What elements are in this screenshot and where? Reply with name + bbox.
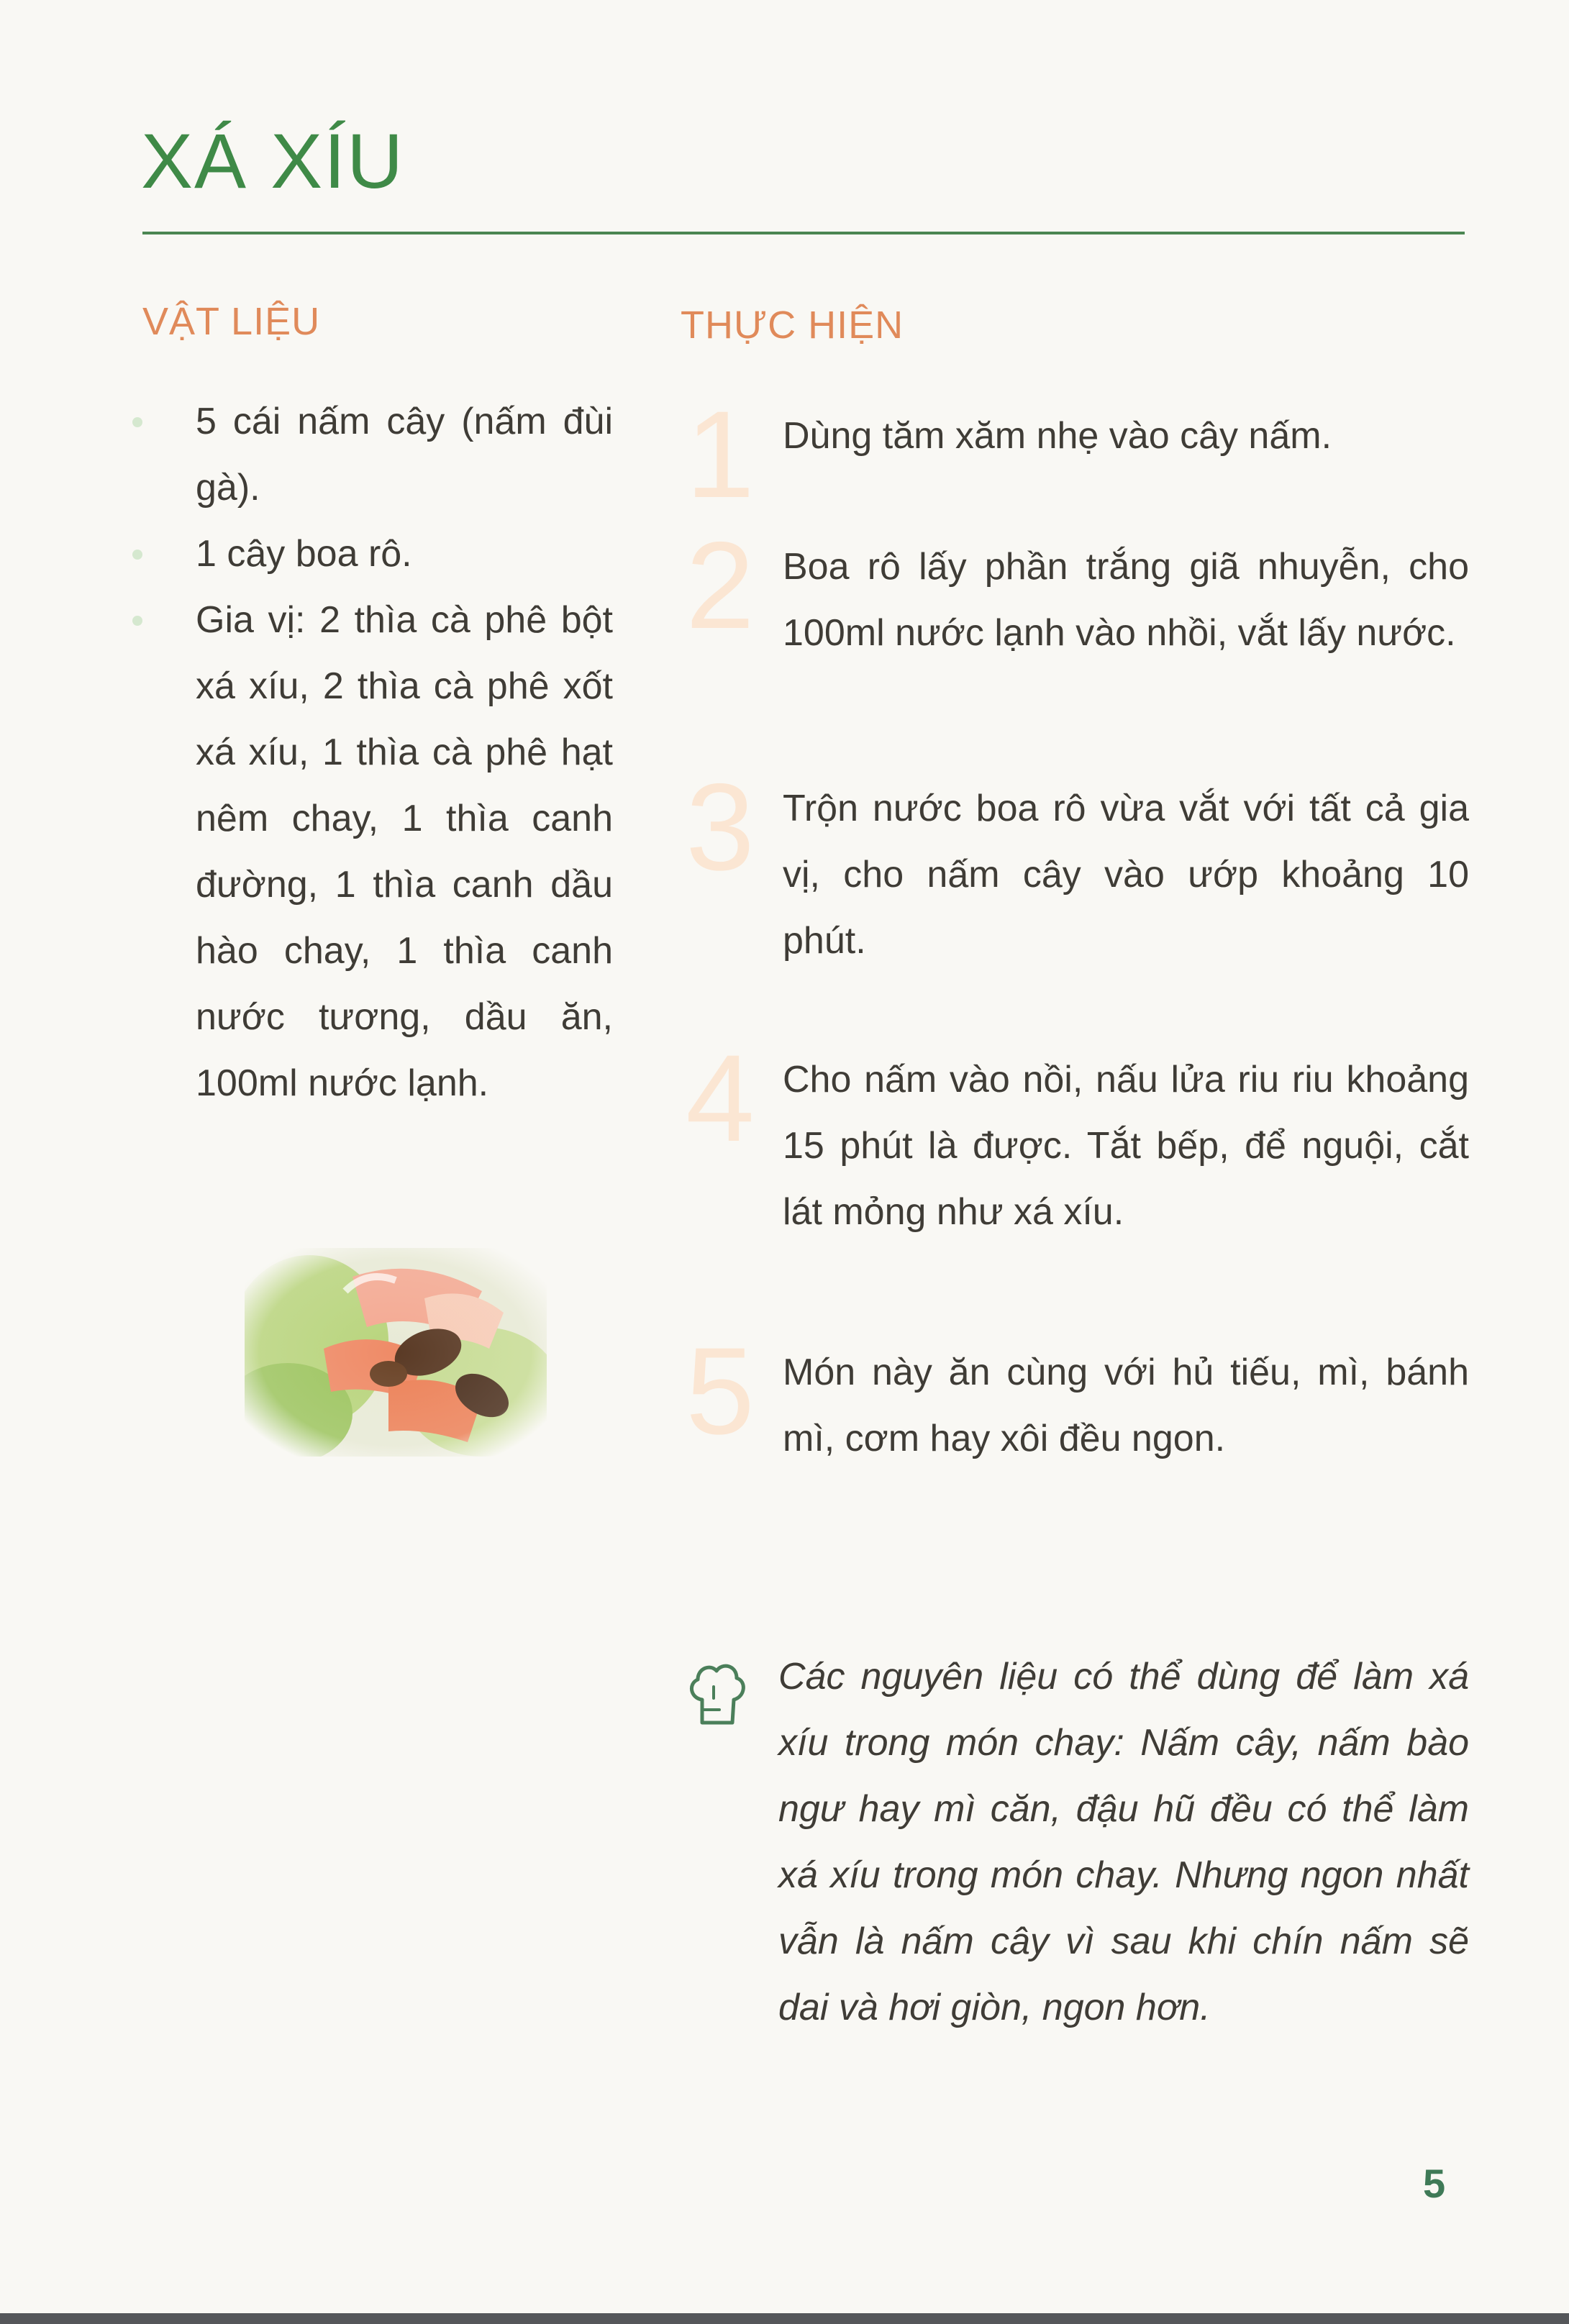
page-number: 5 (1423, 2161, 1446, 2206)
step-number: 1 (686, 386, 755, 524)
bullet-icon (132, 550, 142, 560)
step-text: Dùng tăm xăm nhẹ vào cây nấm. (783, 415, 1332, 457)
ingredient-item (196, 587, 613, 1116)
bullet-icon (132, 616, 142, 626)
ingredient-text: 5 cái nấm cây (nấm đùi gà). (196, 401, 613, 509)
step-text: Trộn nước boa rô vừa vắt với tất cả gia vị, cho nấm cây vào ướp khoảng 10 phút. (783, 788, 1469, 962)
page-title: XÁ XÍU (141, 117, 405, 204)
tip-text: Các nguyên liệu có thể dùng để làm xá xíu trong món chay: Nấm cây, nấm bào ngư hay mì căn, đậu hũ đều có thể làm xá xíu trong món chay. Nhưng ngon nhất vẫn là nấm cây vì sau khi chín nấm sẽ dai và hơi giòn, ngon hơn. (778, 1656, 1469, 2028)
scan-edge (0, 2313, 1569, 2324)
step-number: 2 (686, 516, 755, 655)
step-number: 5 (686, 1322, 755, 1460)
step-4 (681, 1029, 1469, 1245)
tip-box (681, 1644, 1469, 2041)
ingredient-item (196, 388, 613, 521)
ingredient-text: Gia vị: 2 thìa cà phê bột xá xíu, 2 thìa cà phê xốt xá xíu, 1 thìa cà phê hạt nêm chay, 1 thìa canh đường, 1 thìa canh dầu hào chay, 1 thìa canh nước tương, dầu ăn, 100ml nước lạnh. (196, 599, 613, 1104)
method-heading: THỰC HIỆN (681, 304, 904, 347)
step-1 (681, 386, 1469, 524)
step-2 (681, 516, 1469, 666)
dish-photo (245, 1248, 547, 1457)
step-5 (681, 1322, 1469, 1472)
step-text: Món này ăn cùng với hủ tiếu, mì, bánh mì, cơm hay xôi đều ngon. (783, 1352, 1469, 1459)
ingredients-heading: VẬT LIỆU (142, 300, 321, 343)
bullet-icon (132, 417, 142, 427)
step-number: 3 (686, 758, 755, 896)
ingredient-text: 1 cây boa rô. (196, 533, 412, 575)
step-text: Cho nấm vào nồi, nấu lửa riu riu khoảng 15 phút là được. Tắt bếp, để nguội, cắt lát mỏng như xá xíu. (783, 1059, 1469, 1233)
step-text: Boa rô lấy phần trắng giã nhuyễn, cho 100ml nước lạnh vào nhồi, vắt lấy nước. (783, 546, 1469, 654)
step-3 (681, 758, 1469, 974)
ingredients-list (196, 388, 613, 1116)
title-divider (142, 232, 1465, 234)
ingredient-item (196, 521, 613, 587)
step-number: 4 (686, 1029, 755, 1167)
chef-hat-icon (686, 1658, 747, 1730)
